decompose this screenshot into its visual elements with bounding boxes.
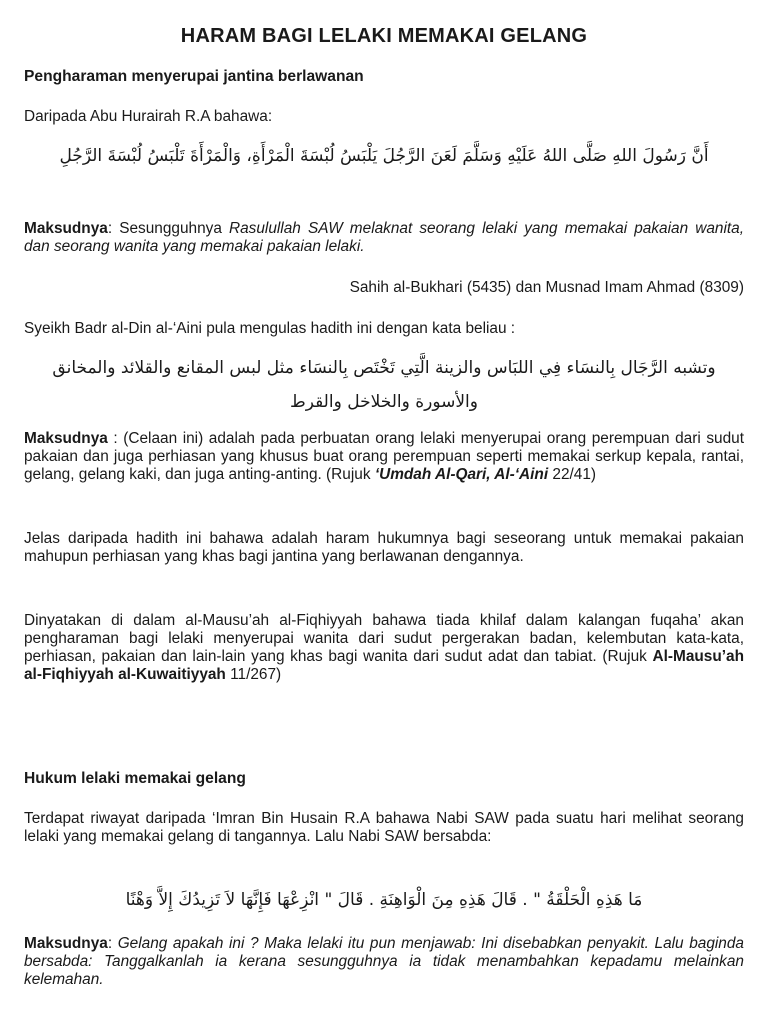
arabic-hadith-1: أَنَّ رَسُولَ اللهِ صَلَّى اللهُ عَلَيْهِ وَسَلَّمَ لَعَنَ الرَّجُلَ يَلْبَسُ لُبْسَةَ الْمَرْأَةِ، وَالْمَرْأَةَ تَلْبَسُ لُبْسَةَ الرَّجُلِ (59, 146, 709, 166)
reference-page: 22/41) (548, 466, 597, 483)
mausuah-body: Dinyatakan di dalam al-Mausu’ah al-Fiqhiyyah bahawa tiada khilaf dalam kalangan fuqaha’ akan pengharaman bagi lelaki menyerupai wanita dari sudut pergerakan badan, kelembutan kata-kata, perhiasan, pakaian dan lain-lain yang khas bagi wanita dari sudut adat dan tabiat. (Rujuk (24, 612, 744, 665)
section-heading-gelang: Hukum lelaki memakai gelang (24, 770, 246, 787)
paragraph-mausuah (24, 612, 744, 684)
maksud-paragraph-2 (24, 430, 744, 484)
hadith-source: Sahih al-Bukhari (5435) dan Musnad Imam Ahmad (8309) (349, 279, 744, 296)
intro-abu-hurairah: Daripada Abu Hurairah R.A bahawa: (24, 108, 273, 125)
intro-imran-bin-husain: Terdapat riwayat daripada ‘Imran Bin Husain R.A bahawa Nabi SAW pada suatu hari melihat seorang lelaki yang memakai gelang di tangannya. Lalu Nabi SAW bersabda: (24, 810, 744, 845)
maksud-connector: : (107, 935, 118, 952)
maksud-label: Maksudnya (24, 430, 108, 447)
maksud-body: : (Celaan ini) adalah pada perbuatan orang lelaki menyerupai orang perempuan dari sudut pakaian dan juga perhiasan yang khusus buat orang perempuan seperti memakai serkup kepala, rantai, gelang, gelang kaki, dan juga anting-anting. (Rujuk (24, 430, 744, 483)
maksud-translation: Rasulullah SAW melaknat seorang lelaki yang memakai pakaian wanita, dan seorang wanita yang memakai pakaian lelaki. (24, 220, 744, 255)
maksud-translation: Gelang apakah ini ? Maka lelaki itu pun menjawab: Ini disebabkan penyakit. Lalu baginda bersabda: Tanggalkanlah ia kerana sesungguhnya ia tidak menambahkan kepadamu melainkan kelemahan. (24, 935, 744, 988)
page-title: HARAM BAGI LELAKI MEMAKAI GELANG (180, 25, 588, 47)
maksud-paragraph-1 (24, 220, 744, 256)
maksud-label: Maksudnya (24, 220, 108, 237)
arabic-commentary: وتشبه الرَّجَال بِالنسَاء فِي اللبَاس والزينة الَّتِي تَخْتَص بِالنسَاء مثل لبس المقانع والقلائد والمخانق والأسورة والخلاخل والقرط (52, 358, 716, 412)
reference-title: Al-Mausu’ah al-Fiqhiyyah al-Kuwaitiyyah (24, 648, 744, 683)
maksud-label: Maksudnya (24, 935, 108, 952)
reference-page: 11/267) (225, 666, 282, 683)
paragraph-haram-hukum: Jelas daripada hadith ini bahawa adalah haram hukumnya bagi seseorang untuk memakai pakaian mahupun perhiasan yang khas bagi jantina yang berlawanan dengannya. (24, 530, 744, 565)
section-heading-pengharaman: Pengharaman menyerupai jantina berlawanan (24, 68, 364, 85)
arabic-hadith-2: مَا هَذِهِ الْحَلْقَةُ " . قَالَ هَذِهِ مِنَ الْوَاهِنَةِ . قَالَ " انْزِعْهَا فَإِنَّهَا لاَ تَزِيدُكَ إِلاَّ وَهْنًا (125, 890, 643, 910)
maksud-paragraph-3 (24, 935, 744, 989)
reference-title: ‘Umdah Al-Qari, Al-‘Aini (374, 466, 549, 483)
syeikh-intro: Syeikh Badr al-Din al-‘Aini pula mengulas hadith ini dengan kata beliau : (24, 320, 516, 337)
maksud-connector: : Sesungguhnya (107, 220, 229, 237)
